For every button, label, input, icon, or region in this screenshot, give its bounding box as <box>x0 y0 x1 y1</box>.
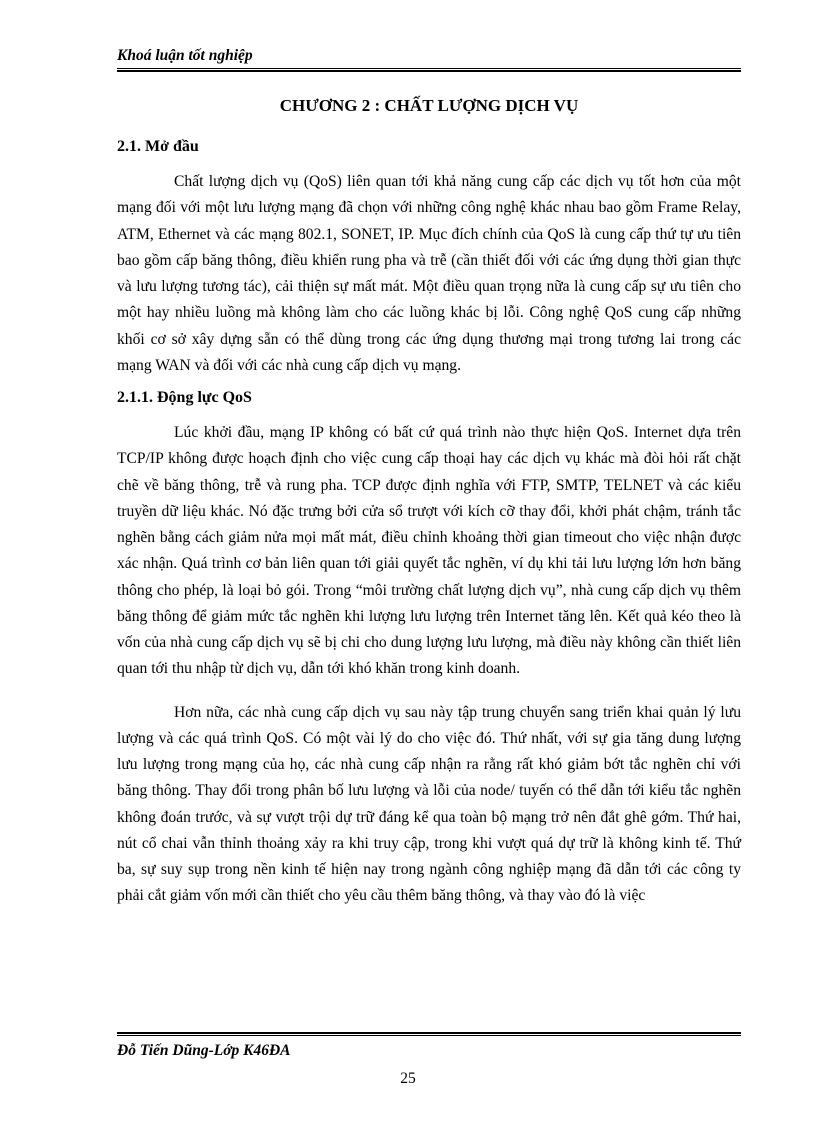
page-number: 25 <box>400 1070 416 1087</box>
chapter-title: CHƯƠNG 2 : CHẤT LƯỢNG DỊCH VỤ <box>279 96 579 115</box>
section-heading-motivation: 2.1.1. Động lực QoS <box>117 389 252 406</box>
page-content <box>117 95 741 910</box>
header-title: Khoá luận tốt nghiệp <box>117 47 253 64</box>
section-heading-intro: 2.1. Mở đầu <box>117 138 199 155</box>
motivation-paragraph-1: Lúc khởi đầu, mạng IP không có bất cứ quá trình nào thực hiện QoS. Internet dựa trên TCP/IP không được hoạch định cho việc cung cấp thoại hay các dịch vụ khác mà đòi hỏi rất chặt chẽ về băng thông, trễ và rung pha. TCP được định nghĩa với FTP, SMTP, TELNET và các kiểu truyền dữ liệu khác. Nó đặc trưng bởi cửa sổ trượt với kích cỡ thay đổi, khởi phát chậm, tránh tắc nghẽn bằng cách giảm nửa mọi mất mát, điều chỉnh khoảng thời gian timeout cho việc nhận được xác nhận. Quá trình cơ bản liên quan tới giải quyết tắc nghẽn, ví dụ khi tải lưu lượng lớn hơn băng thông cho phép, là loại bỏ gói. Trong “môi trường chất lượng dịch vụ”, nhà cung cấp dịch vụ thêm băng thông để giảm mức tắc nghẽn khi lượng lưu lượng trên Internet tăng lên. Kết quả kéo theo là vốn của nhà cung cấp dịch vụ sẽ bị chi cho dung lượng lưu lượng, mà điều này không cần thiết liên quan tới thu nhập từ dịch vụ, dẫn tới khó khăn trong kinh doanh. <box>117 424 741 678</box>
footer-divider <box>117 1032 741 1036</box>
footer-author: Đỗ Tiến Dũng-Lớp K46ĐA <box>117 1042 291 1059</box>
page-header <box>117 47 741 72</box>
page-footer <box>117 1032 741 1060</box>
header-divider <box>117 68 741 72</box>
intro-paragraph: Chất lượng dịch vụ (QoS) liên quan tới khả năng cung cấp các dịch vụ tốt hơn của một mạng đối với một lưu lượng mạng đã chọn với những công nghệ khác nhau bao gồm Frame Relay, ATM, Ethernet và các mạng 802.1, SONET, IP. Mục đích chính của QoS là cung cấp thứ tự ưu tiên bao gồm cấp băng thông, điều khiển rung pha và trễ (cần thiết đối với các ứng dụng thời gian thực và lưu lượng tương tác), cải thiện sự mất mát. Một điều quan trọng nữa là cung cấp sự ưu tiên cho một hay nhiều luồng mà không làm cho các luồng khác bị lỗi. Công nghệ QoS cung cấp những khối cơ sở xây dựng sẵn có thể dùng trong các ứng dụng thương mại trong tương lai trong các mạng WAN và đối với các nhà cung cấp dịch vụ mạng. <box>117 173 741 374</box>
motivation-paragraph-2: Hơn nữa, các nhà cung cấp dịch vụ sau này tập trung chuyển sang triển khai quản lý lưu lượng và các quá trình QoS. Có một vài lý do cho việc đó. Thứ nhất, với sự gia tăng dung lượng lưu lượng trong mạng của họ, các nhà cung cấp nhận ra rằng rất khó giảm bớt tắc nghẽn chỉ với băng thông. Thay đổi trong phân bố lưu lượng và lỗi của node/ tuyến có thể dẫn tới kiểu tắc nghẽn không đoán trước, và sự vượt trội dự trữ đáng kể qua toàn bộ mạng trở nên đắt ghê gớm. Thứ hai, nút cổ chai vẫn thỉnh thoảng xảy ra khi truy cập, trong khi vượt quá dự trữ là không kinh tế. Thứ ba, sự suy sụp trong nền kinh tế hiện nay trong ngành công nghiệp mạng đã dẫn tới các công ty phải cắt giảm vốn mới cần thiết cho yêu cầu thêm băng thông, và thay vào đó là việc <box>117 703 741 905</box>
